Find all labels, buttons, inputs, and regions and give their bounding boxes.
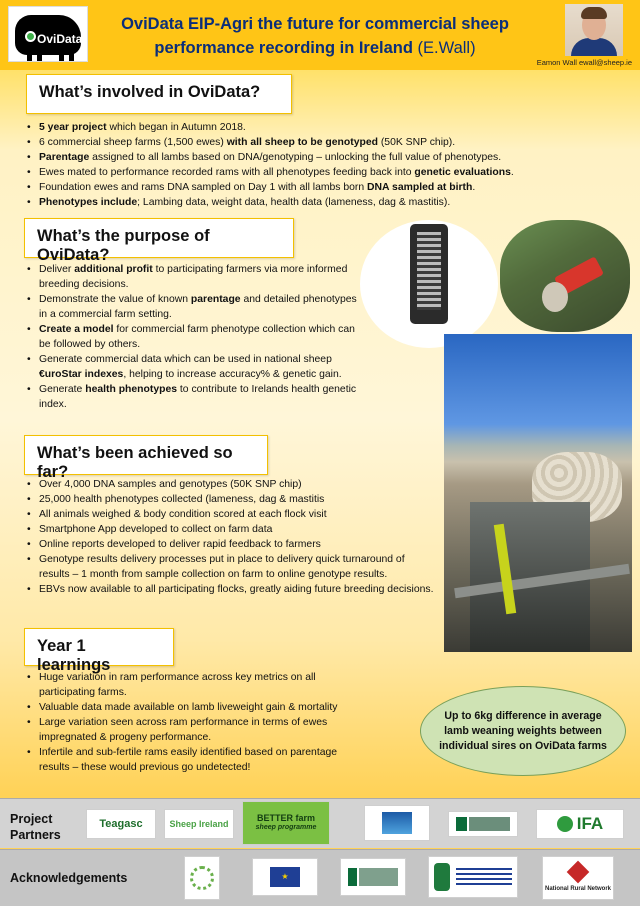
sheep-handling-photo <box>444 334 632 652</box>
list-item: • All animals weighed & body condition scored at each flock visit <box>24 507 436 522</box>
list-item: • Foundation ewes and rams DNA sampled on Day 1 with all lambs born DNA sampled at birth. <box>24 180 604 195</box>
list-item: • Huge variation in ram performance across key metrics on all participating farms. <box>24 670 364 700</box>
partners-label: Project Partners <box>10 812 61 842</box>
eafrd-logo <box>428 856 518 898</box>
list-item: • Genotype results delivery processes put in place to delivery quick turnaround of results – 1 month from sample collection on farm to online genotype results. <box>24 552 436 582</box>
list-item: • 25,000 health phenotypes collected (lameness, dag & mastitis <box>24 492 436 507</box>
list-item: • Phenotypes include; Lambing data, weight data, health data (lameness, dag & mastitis). <box>24 195 604 210</box>
mpi-logo <box>364 805 430 841</box>
eu-flag-logo: ★ <box>252 858 318 896</box>
shamrock-icon <box>557 816 573 832</box>
list-item: • Deliver additional profit to participating farmers via more informed breeding decisions. <box>24 262 362 292</box>
list-item: • Smartphone App developed to collect on farm data <box>24 522 436 537</box>
eip-agri-logo <box>184 856 220 900</box>
ovidata-logo <box>8 6 88 62</box>
author-contact: Eamon Wall ewall@sheep.ie <box>536 58 632 67</box>
achieved-list <box>24 477 436 597</box>
list-item: • 5 year project which began in Autumn 2018. <box>24 120 604 135</box>
poster-header <box>0 0 640 70</box>
list-item: • Generate commercial data which can be used in national sheep €uroStar indexes, helping to increase accuracy% & genetic gain. <box>24 352 362 382</box>
callout-oval <box>420 686 626 776</box>
list-item: • Large variation seen across ram performance in terms of ewes impregnated & progeny performance. <box>24 715 364 745</box>
national-rural-network-logo: National Rural Network <box>542 856 614 900</box>
author: (E.Wall) <box>417 39 476 57</box>
list-item: • Over 4,000 DNA samples and genotypes (50K SNP chip) <box>24 477 436 492</box>
genotyping-chip-photo <box>410 224 448 324</box>
list-item: • 6 commercial sheep farms (1,500 ewes) with all sheep to be genotyped (50K SNP chip). <box>24 135 604 150</box>
list-item: • Ewes mated to performance recorded rams with all phenotypes feeding back into genetic evaluations. <box>24 165 604 180</box>
department-agriculture-logo <box>448 811 518 837</box>
list-item: • Generate health phenotypes to contribute to Irelands health genetic index. <box>24 382 362 412</box>
learnings-list <box>24 670 364 775</box>
list-item: • Parentage assigned to all lambs based on DNA/genotyping – unlocking the full value of phenotypes. <box>24 150 604 165</box>
acknowledgements-label: Acknowledgements <box>10 871 128 885</box>
sheep-ireland-logo: Sheep Ireland <box>164 809 234 839</box>
list-item: • EBVs now available to all participating flocks, greatly aiding future breeding decisions. <box>24 582 436 597</box>
acknowledgements-band <box>0 849 640 906</box>
section-heading-purpose: What’s the purpose of OviData? <box>24 218 294 258</box>
agriculture-food-marine-logo <box>340 858 406 896</box>
section-heading-achieved: What’s been achieved so far? <box>24 435 268 475</box>
sheep-icon: OviData <box>15 15 81 55</box>
section-heading-learnings: Year 1 learnings <box>24 628 174 666</box>
list-item: • Create a model for commercial farm phenotype collection which can be followed by others. <box>24 322 362 352</box>
section-heading-involved: What’s involved in OviData? <box>26 74 292 114</box>
purpose-list <box>24 262 362 412</box>
list-item: • Online reports developed to deliver rapid feedback to farmers <box>24 537 436 552</box>
involved-list <box>24 120 604 210</box>
callout-text: Up to 6kg difference in average lamb weaning weights between individual sires on OviData farms <box>439 709 607 752</box>
partners-band <box>0 798 640 848</box>
ifa-logo: IFA <box>536 809 624 839</box>
author-photo <box>565 4 623 56</box>
list-item: • Demonstrate the value of known parentage and detailed phenotypes in a commercial farm setting. <box>24 292 362 322</box>
list-item: • Infertile and sub-fertile rams easily identified based on parentage results – these would previous go undetected! <box>24 745 364 775</box>
teagasc-logo: Teagasc <box>86 809 156 839</box>
tissue-sampler-photo <box>500 220 630 332</box>
poster-title: OviData EIP-Agri the future for commercial sheep performance recording in Ireland (E.Wall) <box>121 15 509 57</box>
better-farm-logo: BETTER farm sheep programme <box>242 801 330 845</box>
list-item: • Valuable data made available on lamb liveweight gain & mortality <box>24 700 364 715</box>
